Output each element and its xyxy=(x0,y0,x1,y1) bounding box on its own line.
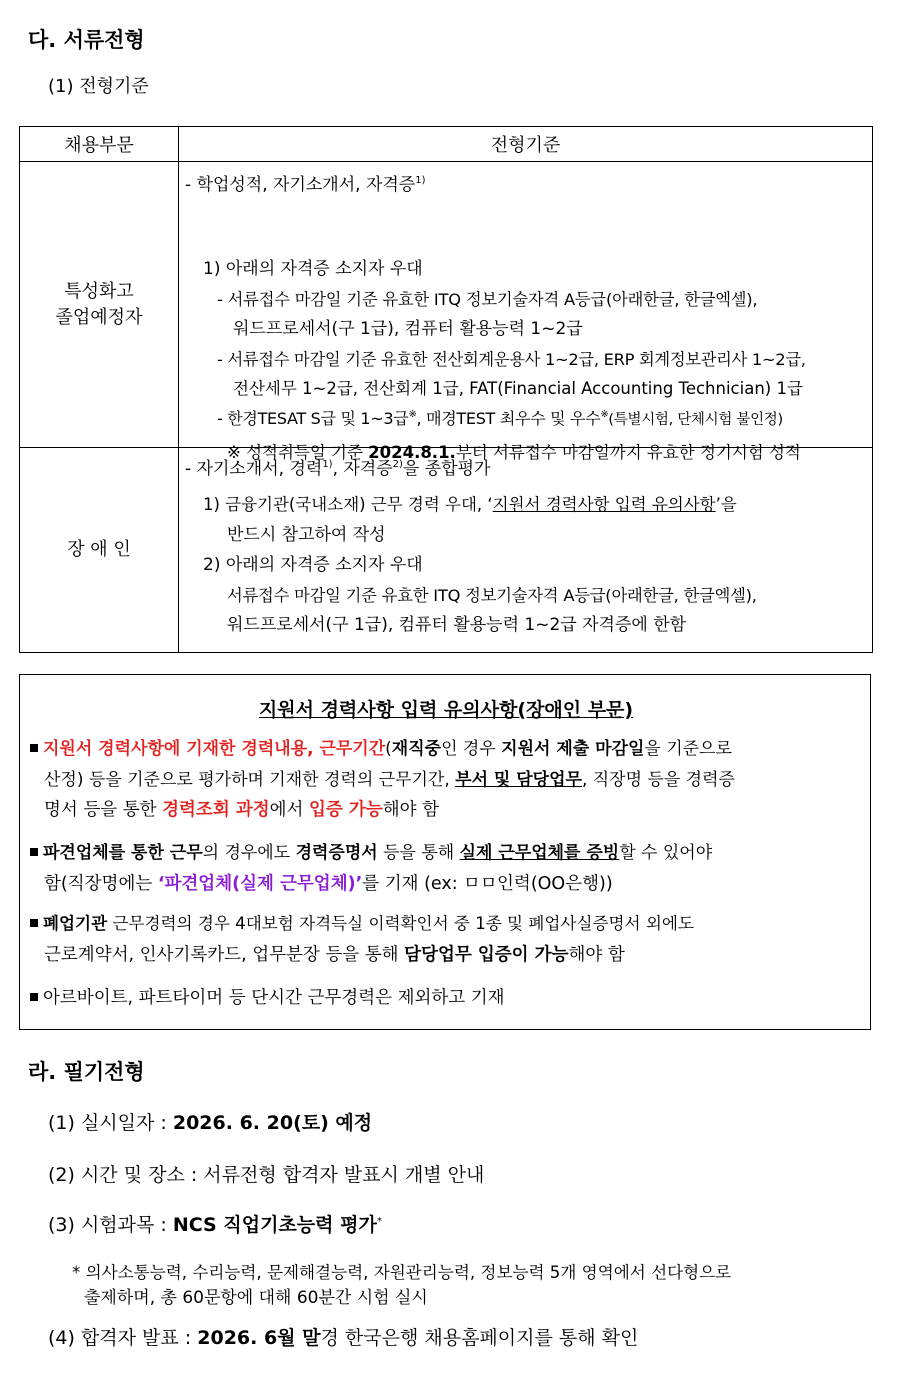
section-title-written-test: 라. 필기전형 xyxy=(28,1060,145,1084)
criteria-line: - 자기소개서, 경력$^{1)}$, 자격증$^{2)}$을 종합평가 xyxy=(185,459,491,479)
notice-bullet: 파견업체를 통한 근무의 경우에도 경력증명서 등을 통해 실제 근무업체를 증빙할 수 있어야 xyxy=(30,841,712,865)
criteria-line: 1) 아래의 자격증 소지자 우대 xyxy=(203,259,423,279)
subsection-title-criteria: (1) 전형기준 xyxy=(48,76,149,97)
criteria-cell-disabled xyxy=(179,448,873,653)
category-vocational xyxy=(20,162,179,448)
notice-box xyxy=(19,674,871,1030)
criteria-line: - 서류접수 마감일 기준 유효한 전산회계운용사 1~2급, ERP 회계정보관리사 1~2급, xyxy=(217,350,806,369)
table-header-row xyxy=(20,127,873,162)
category-line: 특성화고 xyxy=(64,280,134,302)
criteria-line: 워드프로세서(구 1급), 컴퓨터 활용능력 1~2급 xyxy=(233,319,583,339)
criteria-line: - 서류접수 마감일 기준 유효한 ITQ 정보기술자격 A등급(아래한글, 한글엑셀), xyxy=(217,290,758,309)
table-row xyxy=(20,448,873,653)
written-test-place: (2) 시간 및 장소 : 서류전형 합격자 발표시 개별 안내 xyxy=(48,1164,485,1186)
category-line: 졸업예정자 xyxy=(55,306,143,328)
notice-line: 산정) 등을 기준으로 평가하며 기재한 경력의 근무기간, 부서 및 담당업무, 직장명 등을 경력증 xyxy=(44,770,735,790)
square-bullet-icon xyxy=(30,848,38,856)
square-bullet-icon xyxy=(30,744,38,752)
notice-title: 지원서 경력사항 입력 유의사항(장애인 부문) xyxy=(258,699,634,721)
subject-note: * 의사소통능력, 수리능력, 문제해결능력, 자원관리능력, 정보능력 5개 영역에서 선다형으로 xyxy=(72,1263,732,1282)
notice-bullet: 폐업기관 근무경력의 경우 4대보험 자격득실 이력확인서 중 1종 및 폐업사실증명서 외에도 xyxy=(30,912,694,936)
written-test-subject: (3) 시험과목 : NCS 직업기초능력 평가* xyxy=(48,1214,382,1236)
header-department: 채용부문 xyxy=(20,127,179,162)
notice-line: 근로계약서, 인사기록카드, 업무분장 등을 통해 담당업무 입증이 가능해야 함 xyxy=(44,945,625,965)
criteria-line: 반드시 참고하여 작성 xyxy=(227,525,386,545)
category-disabled: 장 애 인 xyxy=(20,448,179,653)
header-criteria: 전형기준 xyxy=(179,127,873,162)
notice-bullet: 지원서 경력사항에 기재한 경력내용, 근무기간(재직중인 경우 지원서 제출 마감일을 기준으로 xyxy=(30,737,732,761)
criteria-line: 서류접수 마감일 기준 유효한 ITQ 정보기술자격 A등급(아래한글, 한글엑셀), xyxy=(227,586,757,605)
criteria-line: 전산세무 1~2급, 전산회계 1급, FAT(Financial Accounting Technician) 1급 xyxy=(233,379,803,398)
subject-note: 출제하며, 총 60문항에 대해 60분간 시험 실시 xyxy=(84,1288,428,1308)
criteria-line: - 한경TESAT S급 및 1~3급※, 매경TEST 최우수 및 우수※(특별시험, 단체시험 불인정) xyxy=(217,409,783,428)
criteria-cell-vocational xyxy=(179,162,873,462)
criteria-line: - 학업성적, 자기소개서, 자격증$^{1)}$ xyxy=(185,175,426,195)
written-test-date: (1) 실시일자 : 2026. 6. 20(토) 예정 xyxy=(48,1112,373,1134)
notice-line: 함(직장명에는 ‘파견업체(실제 근무업체)’를 기재 (ex: ㅁㅁ인력(OO은행)) xyxy=(44,874,613,894)
result-announcement: (4) 합격자 발표 : 2026. 6월 말경 한국은행 채용홈페이지를 통해 확인 xyxy=(48,1327,639,1349)
table-row xyxy=(20,162,873,448)
notice-line: 명서 등을 통한 경력조회 과정에서 입증 가능해야 함 xyxy=(44,800,440,820)
notice-bullet: 아르바이트, 파트타이머 등 단시간 근무경력은 제외하고 기재 xyxy=(30,986,505,1010)
criteria-line: 1) 금융기관(국내소재) 근무 경력 우대, ‘지원서 경력사항 입력 유의사항’을 xyxy=(203,495,737,514)
criteria-note: ※ 성적취득일 기준 2024.8.1.부터 서류접수 마감일까지 유효한 정기시험 성적 xyxy=(227,443,801,462)
square-bullet-icon xyxy=(30,993,38,1001)
criteria-table xyxy=(19,126,873,653)
section-title-document-screening: 다. 서류전형 xyxy=(28,28,145,52)
criteria-line: 워드프로세서(구 1급), 컴퓨터 활용능력 1~2급 자격증에 한함 xyxy=(227,615,687,635)
square-bullet-icon xyxy=(30,919,38,927)
criteria-line: 2) 아래의 자격증 소지자 우대 xyxy=(203,555,423,575)
